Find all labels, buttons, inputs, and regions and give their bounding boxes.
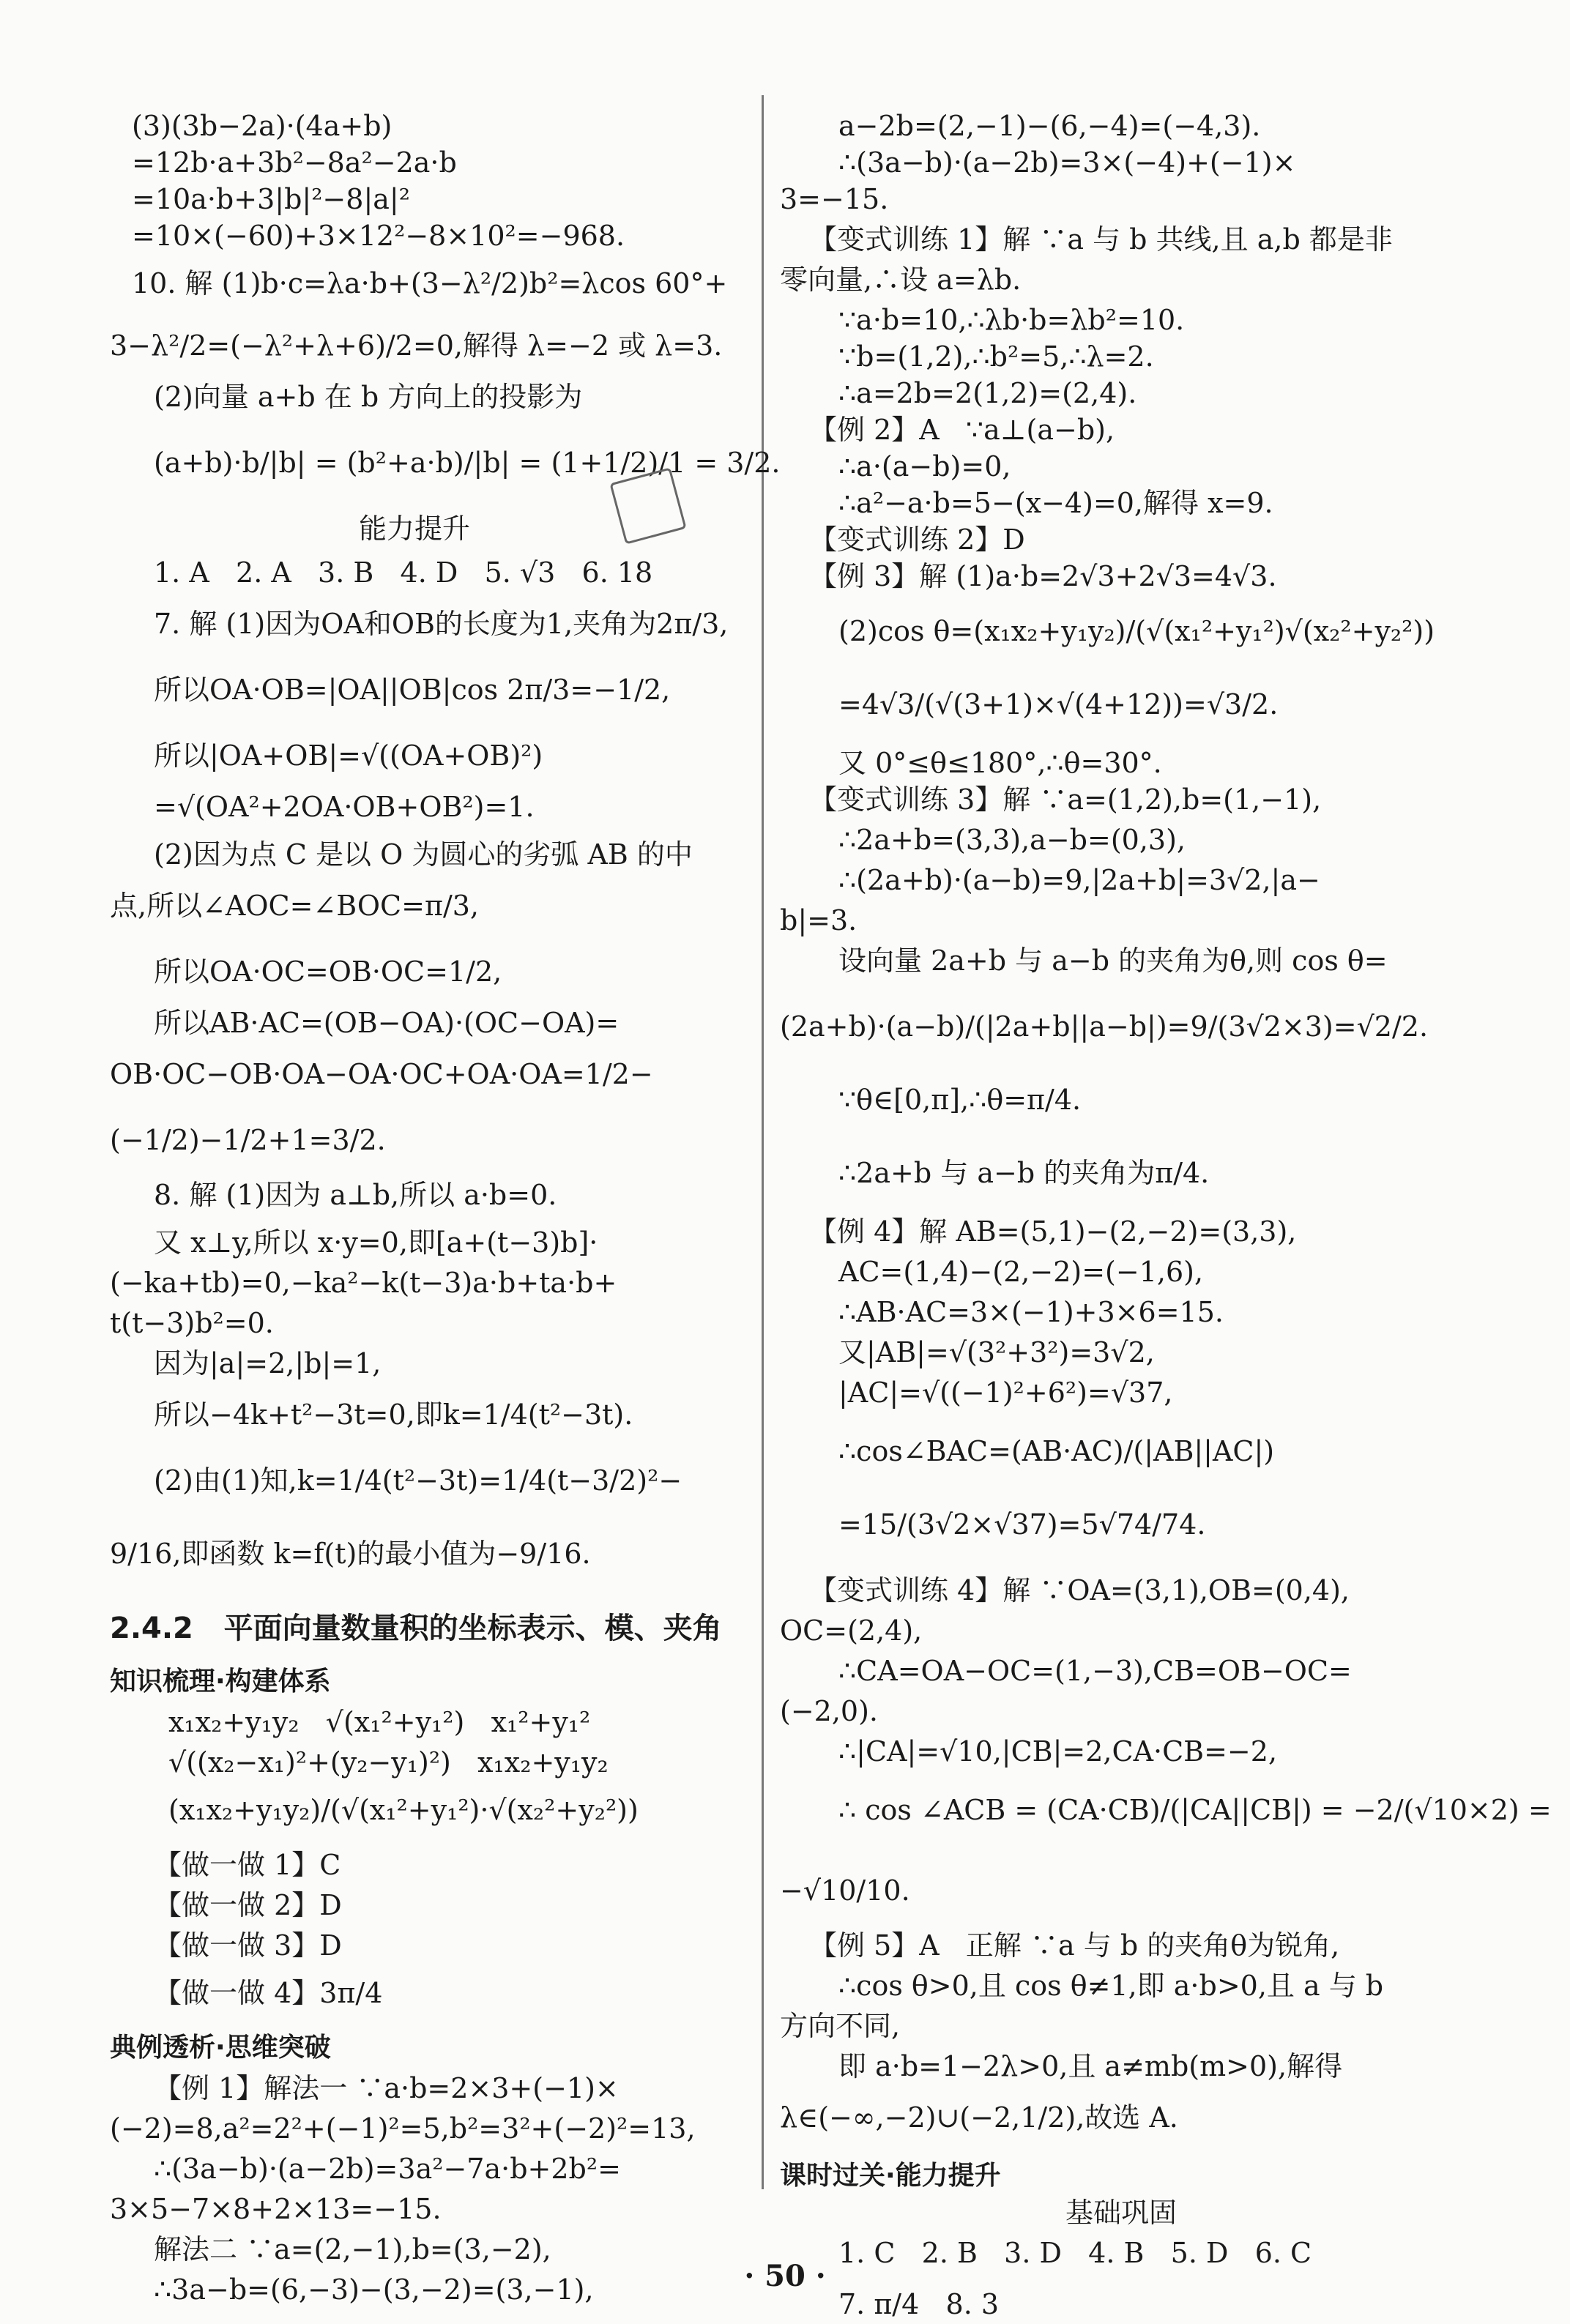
- text-line: t(t−3)b²=0.: [110, 1307, 274, 1339]
- text-line: =4√3/(√(3+1)×√(4+12))=√3/2.: [838, 688, 1279, 720]
- text-line: ∴cos∠BAC=(AB·AC)/(|AB||AC|): [838, 1435, 1275, 1467]
- text-line: =10×(−60)+3×12²−8×10²=−968.: [132, 220, 625, 252]
- text-line: 【变式训练 2】D: [809, 524, 1025, 556]
- heading: 知识梳理·构建体系: [110, 1666, 331, 1697]
- text-line: 【例 3】解 (1)a·b=2√3+2√3=4√3.: [809, 560, 1277, 592]
- text-line: 【例 2】A ∵a⊥(a−b),: [809, 414, 1115, 446]
- text-line: (2)因为点 C 是以 O 为圆心的劣弧 AB 的中: [154, 838, 693, 871]
- text-line: 1. A 2. A 3. B 4. D 5. √3 6. 18: [154, 556, 653, 589]
- text-line: |AC|=√((−1)²+6²)=√37,: [838, 1377, 1173, 1409]
- text-line: ∴cos θ>0,且 cos θ≠1,即 a·b>0,且 a 与 b: [838, 1970, 1384, 2002]
- text-line: ∵θ∈[0,π],∴θ=π/4.: [838, 1084, 1082, 1116]
- text-line: OC=(2,4),: [780, 1614, 923, 1647]
- text-line: 解法二 ∵a=(2,−1),b=(3,−2),: [154, 2233, 551, 2265]
- text-line: ∴CA=OA−OC=(1,−3),CB=OB−OC=: [838, 1655, 1352, 1687]
- text-line: 7. 解 (1)因为OA和OB的长度为1,夹角为2π/3,: [154, 608, 729, 640]
- text-line: (−2)=8,a²=2²+(−1)²=5,b²=3²+(−2)²=13,: [110, 2112, 696, 2145]
- text-line: 【例 5】A 正解 ∵a 与 b 的夹角θ为锐角,: [809, 1929, 1340, 1962]
- text-line: √((x₂−x₁)²+(y₂−y₁)²) x₁x₂+y₁y₂: [168, 1746, 609, 1779]
- text-line: 又 0°≤θ≤180°,∴θ=30°.: [838, 747, 1162, 779]
- text-line: 【做一做 3】D: [154, 1929, 342, 1962]
- text-line: 【变式训练 4】解 ∵OA=(3,1),OB=(0,4),: [809, 1574, 1350, 1606]
- text-line: 【例 1】解法一 ∵a·b=2×3+(−1)×: [154, 2072, 619, 2104]
- text-line: 【变式训练 3】解 ∵a=(1,2),b=(1,−1),: [809, 783, 1322, 816]
- heading: 基础巩固: [1065, 2197, 1178, 2229]
- text-line: =10a·b+3|b|²−8|a|²: [132, 183, 410, 215]
- text-line: ∴3a−b=(6,−3)−(3,−2)=(3,−1),: [154, 2273, 594, 2306]
- text-line: 所以AB·AC=(OB−OA)·(OC−OA)=: [154, 1007, 620, 1039]
- text-line: (−1/2)−1/2+1=3/2.: [110, 1124, 386, 1156]
- heading: 课时过关·能力提升: [780, 2161, 1001, 2191]
- text-line: ∴(3a−b)·(a−2b)=3×(−4)+(−1)×: [838, 146, 1296, 179]
- text-line: 又|AB|=√(3²+3²)=3√2,: [838, 1336, 1155, 1368]
- text-line: ∴(2a+b)·(a−b)=9,|2a+b|=3√2,|a−: [838, 864, 1320, 896]
- text-line: 设向量 2a+b 与 a−b 的夹角为θ,则 cos θ=: [838, 945, 1388, 977]
- text-line: 【做一做 1】C: [154, 1849, 341, 1881]
- text-line: 7. π/4 8. 3: [838, 2288, 1000, 2320]
- text-line: 即 a·b=1−2λ>0,且 a≠mb(m>0),解得: [838, 2050, 1343, 2082]
- text-line: ∴a²−a·b=5−(x−4)=0,解得 x=9.: [838, 487, 1273, 519]
- heading: 典例透析·思维突破: [110, 2033, 331, 2063]
- text-line: (−ka+tb)=0,−ka²−k(t−3)a·b+ta·b+: [110, 1267, 617, 1299]
- text-line: =√(OA²+2OA·OB+OB²)=1.: [154, 791, 535, 823]
- text-line: (x₁x₂+y₁y₂)/(√(x₁²+y₁²)·√(x₂²+y₂²)): [168, 1794, 639, 1826]
- text-line: λ∈(−∞,−2)∪(−2,1/2),故选 A.: [780, 2101, 1178, 2134]
- text-line: OB·OC−OB·OA−OA·OC+OA·OA=1/2−: [110, 1058, 653, 1090]
- text-line: (2a+b)·(a−b)/(|2a+b||a−b|)=9/(3√2×3)=√2/2.: [780, 1010, 1429, 1043]
- text-line: ∴AB·AC=3×(−1)+3×6=15.: [838, 1296, 1224, 1328]
- text-line: 所以−4k+t²−3t=0,即k=1/4(t²−3t).: [154, 1399, 633, 1431]
- text-line: (2)cos θ=(x₁x₂+y₁y₂)/(√(x₁²+y₁²)√(x₂²+y₂²)): [838, 615, 1435, 647]
- text-line: ∴a·(a−b)=0,: [838, 450, 1011, 483]
- page-number: · 50 ·: [744, 2259, 826, 2293]
- text-line: 所以|OA+OB|=√((OA+OB)²): [154, 740, 543, 772]
- text-line: (2)向量 a+b 在 b 方向上的投影为: [154, 381, 583, 413]
- text-line: 【变式训练 1】解 ∵a 与 b 共线,且 a,b 都是非: [809, 223, 1393, 256]
- text-line: −√10/10.: [780, 1874, 910, 1907]
- text-line: 零向量,∴设 a=λb.: [780, 264, 1022, 296]
- text-line: ∴2a+b 与 a−b 的夹角为π/4.: [838, 1157, 1210, 1189]
- text-line: 因为|a|=2,|b|=1,: [154, 1347, 382, 1379]
- text-line: 9/16,即函数 k=f(t)的最小值为−9/16.: [110, 1538, 591, 1570]
- text-line: 3×5−7×8+2×13=−15.: [110, 2193, 442, 2225]
- text-line: 方向不同,: [780, 2010, 901, 2042]
- text-line: 点,所以∠AOC=∠BOC=π/3,: [110, 890, 480, 922]
- text-line: b|=3.: [780, 904, 857, 936]
- text-line: 【做一做 2】D: [154, 1889, 342, 1921]
- text-line: a−2b=(2,−1)−(6,−4)=(−4,3).: [838, 110, 1261, 142]
- text-line: 3−λ²/2=(−λ²+λ+6)/2=0,解得 λ=−2 或 λ=3.: [110, 329, 723, 362]
- heading: 2.4.2 平面向量数量积的坐标表示、模、夹角: [110, 1612, 722, 1645]
- text-line: 所以OA·OC=OB·OC=1/2,: [154, 956, 502, 988]
- column-divider: [762, 95, 764, 2189]
- text-line: (−2,0).: [780, 1695, 879, 1727]
- text-line: x₁x₂+y₁y₂ √(x₁²+y₁²) x₁²+y₁²: [168, 1706, 591, 1738]
- text-line: 3=−15.: [780, 183, 889, 215]
- text-line: 1. C 2. B 3. D 4. B 5. D 6. C: [838, 2237, 1312, 2269]
- text-line: ∴a=2b=2(1,2)=(2,4).: [838, 377, 1137, 409]
- text-line: ∴(3a−b)·(a−2b)=3a²−7a·b+2b²=: [154, 2153, 621, 2185]
- text-line: ∵a·b=10,∴λb·b=λb²=10.: [838, 304, 1185, 336]
- text-line: ∴ cos ∠ACB = (CA·CB)/(|CA||CB|) = −2/(√10×2) =: [838, 1794, 1552, 1826]
- text-line: (a+b)·b/|b| = (b²+a·b)/|b| = (1+1/2)/1 = 3/2.: [154, 447, 781, 479]
- heading: 能力提升: [359, 513, 471, 545]
- text-line: 所以OA·OB=|OA||OB|cos 2π/3=−1/2,: [154, 674, 671, 706]
- text-line: ∵b=(1,2),∴b²=5,∴λ=2.: [838, 340, 1154, 373]
- text-line: AC=(1,4)−(2,−2)=(−1,6),: [838, 1256, 1204, 1288]
- text-line: 又 x⊥y,所以 x·y=0,即[a+(t−3)b]·: [154, 1226, 598, 1259]
- text-line: 8. 解 (1)因为 a⊥b,所以 a·b=0.: [154, 1179, 557, 1211]
- text-line: ∴2a+b=(3,3),a−b=(0,3),: [838, 824, 1186, 856]
- text-line: (3)(3b−2a)·(4a+b): [132, 110, 392, 142]
- text-line: 【例 4】解 AB=(5,1)−(2,−2)=(3,3),: [809, 1215, 1297, 1248]
- text-line: (2)由(1)知,k=1/4(t²−3t)=1/4(t−3/2)²−: [154, 1464, 682, 1497]
- text-line: 【做一做 4】3π/4: [154, 1977, 383, 2009]
- text-line: =15/(3√2×√37)=5√74/74.: [838, 1508, 1206, 1541]
- text-line: 10. 解 (1)b·c=λa·b+(3−λ²/2)b²=λcos 60°+: [132, 267, 728, 299]
- text-line: =12b·a+3b²−8a²−2a·b: [132, 146, 457, 179]
- text-line: ∴|CA|=√10,|CB|=2,CA·CB=−2,: [838, 1735, 1278, 1768]
